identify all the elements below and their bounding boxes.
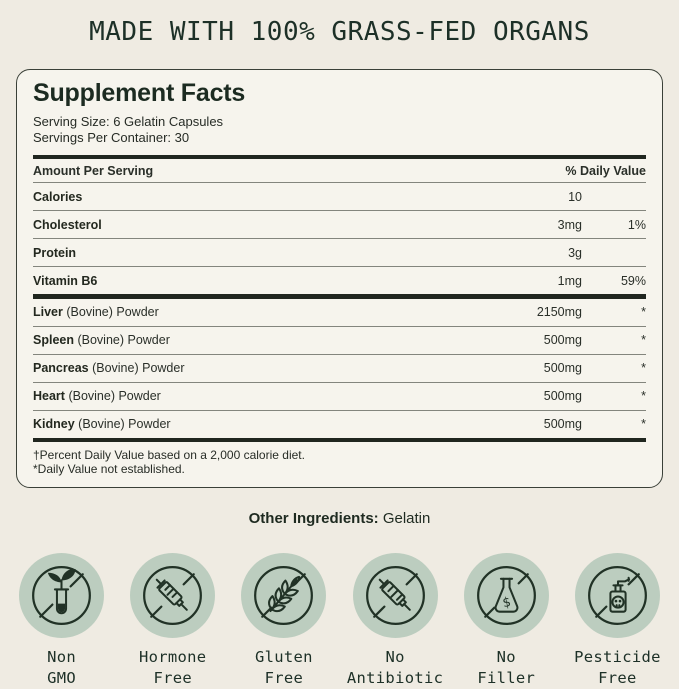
ingredient-label: Heart <box>33 389 65 404</box>
ingredient-dv: * <box>641 389 646 404</box>
other-ingredients-value: Gelatin <box>378 509 431 527</box>
ingredient-amount: 500mg <box>543 389 582 404</box>
ingredient-amount: 500mg <box>543 333 582 348</box>
no-antibiotic-icon <box>353 553 438 638</box>
ingredient-suffix: (Bovine) Powder <box>74 417 171 432</box>
ingredient-label: Liver <box>33 305 63 320</box>
badge-label-line2: Free <box>598 668 637 687</box>
nutrient-amount: 10 <box>568 189 582 204</box>
nutrient-dv: 1% <box>627 217 646 232</box>
badge-label-line1: Hormone <box>139 647 207 666</box>
ingredient-name <box>33 305 159 319</box>
ingredient-name <box>33 333 170 347</box>
ingredient-dv: * <box>641 305 646 320</box>
nutrient-name <box>33 274 97 288</box>
footnote-not-established: *Daily Value not established. <box>33 462 185 477</box>
table-row <box>33 267 646 294</box>
badge-label-line1: No <box>385 647 405 666</box>
other-ingredients-label: Other Ingredients: <box>248 509 379 527</box>
non-gmo-icon <box>19 553 104 638</box>
nutrient-name <box>33 246 76 260</box>
nutrient-name <box>33 190 82 204</box>
table-row <box>33 239 646 267</box>
ingredient-amount: 2150mg <box>536 305 582 320</box>
serving-info <box>33 114 646 147</box>
ingredient-dv: * <box>641 417 646 432</box>
servings-per-container: Servings Per Container: 30 <box>33 130 190 146</box>
badge-hormone-free <box>117 553 228 689</box>
nutrient-label: Cholesterol <box>33 217 102 232</box>
gluten-free-icon <box>241 553 326 638</box>
ingredient-name <box>33 389 161 403</box>
ingredient-label: Spleen <box>33 333 74 348</box>
table-row <box>33 183 646 211</box>
badge-no-filler <box>451 553 562 689</box>
badge-label-line2: Free <box>264 668 304 687</box>
column-daily-value: % Daily Value <box>565 163 646 178</box>
table-row <box>33 411 646 438</box>
nutrient-amount: 3mg <box>557 217 582 232</box>
ingredient-name <box>33 361 184 375</box>
nutrient-label: Protein <box>33 245 77 260</box>
nutrient-amount: 1mg <box>557 273 582 288</box>
ingredient-amount: 500mg <box>543 361 582 376</box>
badge-label-line2: GMO <box>47 668 77 687</box>
nutrient-label: Calories <box>33 189 83 204</box>
supplement-facts-title: Supplement Facts <box>33 79 246 107</box>
ingredient-label: Pancreas <box>33 361 89 376</box>
page-title: MADE WITH 100% GRASS-FED ORGANS <box>89 17 590 47</box>
table-header-row <box>33 159 646 183</box>
ingredient-amount: 500mg <box>543 417 582 432</box>
ingredient-suffix: (Bovine) Powder <box>88 361 185 376</box>
ingredient-label: Kidney <box>33 417 75 432</box>
nutrient-dv: 59% <box>620 273 646 288</box>
ingredient-dv: * <box>641 361 646 376</box>
svg-text:$: $ <box>500 594 512 611</box>
ingredient-suffix: (Bovine) Powder <box>62 305 159 320</box>
table-row <box>33 383 646 411</box>
badge-label-line2: Filler <box>477 668 536 687</box>
badge-no-antibiotic <box>339 553 450 689</box>
hormone-free-icon <box>130 553 215 638</box>
ingredient-name <box>33 417 171 431</box>
nutrient-name <box>33 218 102 232</box>
table-row <box>33 299 646 327</box>
badge-label-line1: No <box>496 647 516 666</box>
table-row <box>33 355 646 383</box>
nutrient-amount: 3g <box>568 245 582 260</box>
table-row <box>33 327 646 355</box>
badge-row <box>0 553 679 689</box>
badge-label-line1: Non <box>47 647 77 666</box>
badge-non-gmo <box>6 553 117 689</box>
no-filler-icon <box>464 553 549 638</box>
table-row <box>33 211 646 239</box>
ingredient-suffix: (Bovine) Powder <box>74 333 170 348</box>
badge-label-line2: Free <box>153 668 192 687</box>
serving-size: Serving Size: 6 Gelatin Capsules <box>33 113 224 129</box>
supplement-facts-panel <box>16 69 663 488</box>
badge-gluten-free <box>228 553 339 689</box>
ingredient-dv: * <box>641 333 646 348</box>
badge-label-line1: Pesticide <box>574 647 661 666</box>
pesticide-free-icon <box>575 553 660 638</box>
nutrient-label: Vitamin B6 <box>33 273 98 288</box>
badge-label-line1: Gluten <box>255 647 313 666</box>
footnote-daily-value: †Percent Daily Value based on a 2,000 calorie diet. <box>33 448 305 463</box>
badge-label-line2: Antibiotic <box>346 668 444 687</box>
column-amount-per-serving: Amount Per Serving <box>33 163 154 178</box>
badge-pesticide-free <box>562 553 673 689</box>
ingredient-suffix: (Bovine) Powder <box>64 389 161 404</box>
footnotes <box>33 442 646 479</box>
other-ingredients <box>0 510 679 527</box>
